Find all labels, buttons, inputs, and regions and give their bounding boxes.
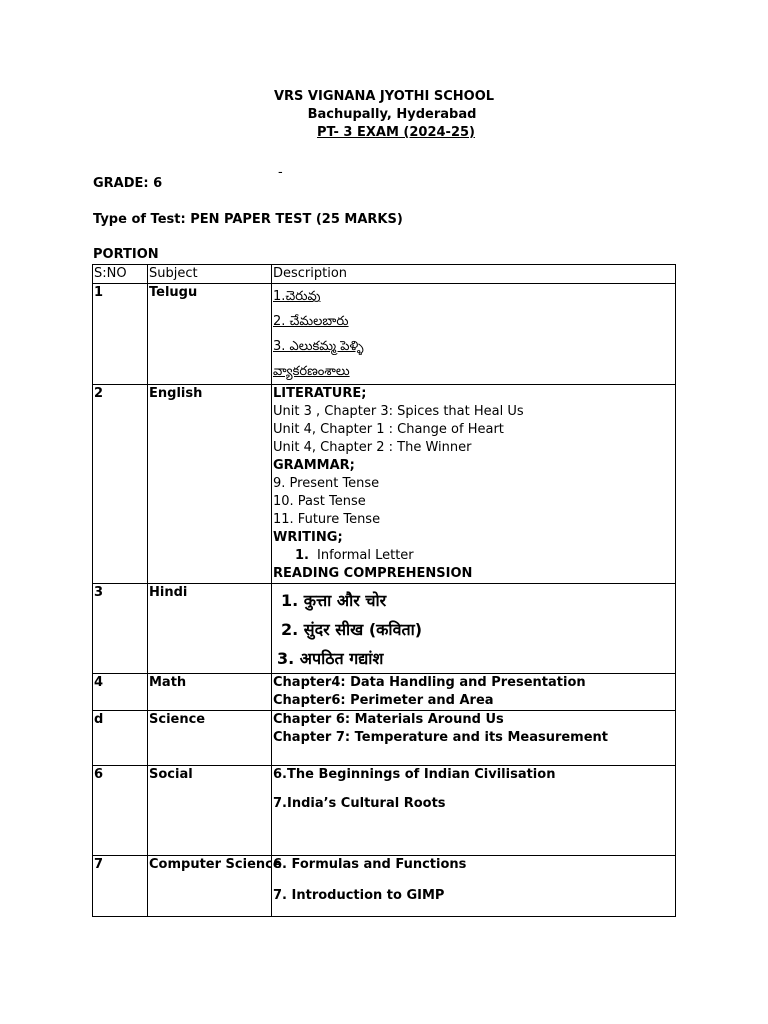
row-subject: Computer Science: [148, 856, 272, 917]
row-subject: Telugu: [148, 284, 272, 385]
row-sno: 7: [93, 856, 148, 917]
row-sno: 4: [93, 674, 148, 711]
table-row: [93, 711, 676, 766]
chapter-line: Unit 4, Chapter 2 : The Winner: [273, 440, 472, 455]
list-item: [273, 547, 674, 565]
stray-dash: -: [278, 165, 283, 180]
chapter-line: Chapter4: Data Handling and Presentation: [273, 675, 586, 690]
header-sno: S:NO: [93, 265, 148, 284]
section-heading: WRITING;: [273, 530, 343, 545]
table-row: [93, 766, 676, 856]
chapter-line: Chapter6: Perimeter and Area: [273, 693, 494, 708]
row-description: [272, 584, 676, 674]
telugu-grammar: వ్యాకరణంశాలు: [273, 364, 350, 379]
school-name: VRS VIGNANA JYOTHI SCHOOL: [273, 89, 495, 104]
chapter-line: Unit 3 , Chapter 3: Spices that Heal Us: [273, 404, 524, 419]
table-row: [93, 856, 676, 917]
row-subject: Science: [148, 711, 272, 766]
chapter-line: 11. Future Tense: [273, 512, 381, 527]
table-row: [93, 385, 676, 584]
chapter-line: 10. Past Tense: [273, 494, 366, 509]
row-sno: 2: [93, 385, 148, 584]
chapter-line: Chapter 6: Materials Around Us: [273, 712, 504, 727]
row-subject: English: [148, 385, 272, 584]
school-location: Bachupally, Hyderabad: [307, 107, 477, 122]
row-description: [272, 856, 676, 917]
section-heading: LITERATURE;: [273, 386, 367, 401]
telugu-lesson-2: 2. చేమలబారు: [273, 314, 349, 329]
exam-title: PT- 3 EXAM (2024-25): [317, 125, 475, 140]
section-heading: READING COMPREHENSION: [273, 566, 473, 581]
table-row: [93, 284, 676, 385]
chapter-line: 7. Introduction to GIMP: [273, 888, 445, 903]
telugu-lesson-3: 3. ఎలుకమ్మ పెళ్ళి: [273, 339, 364, 354]
list-text: Informal Letter: [317, 548, 414, 563]
grade-label: GRADE: 6: [93, 176, 163, 191]
chapter-line: 9. Present Tense: [273, 476, 380, 491]
section-heading: GRAMMAR;: [273, 458, 355, 473]
row-description: [272, 674, 676, 711]
telugu-lesson-1: 1.చెరువు: [273, 289, 321, 304]
chapter-line: 6. Formulas and Functions: [273, 857, 467, 872]
row-sno: d: [93, 711, 148, 766]
row-sno: 3: [93, 584, 148, 674]
row-description: [272, 385, 676, 584]
chapter-line: 7.India’s Cultural Roots: [273, 796, 446, 811]
row-description: [272, 766, 676, 856]
test-type: Type of Test: PEN PAPER TEST (25 MARKS): [93, 212, 403, 227]
header-subject: Subject: [148, 265, 272, 284]
header-description: Description: [272, 265, 676, 284]
chapter-line: 6.The Beginnings of Indian Civilisation: [273, 767, 556, 782]
row-subject: Hindi: [148, 584, 272, 674]
row-sno: 1: [93, 284, 148, 385]
row-sno: 6: [93, 766, 148, 856]
hindi-lesson: 3. अपठित गद्यांश: [277, 649, 384, 668]
portion-table: [92, 264, 676, 917]
table-row: [93, 584, 676, 674]
row-description: [272, 284, 676, 385]
hindi-lesson: 2. सुंदर सीख (कविता): [281, 620, 423, 639]
table-header-row: [93, 265, 676, 284]
chapter-line: Chapter 7: Temperature and its Measurement: [273, 730, 609, 745]
portion-label: PORTION: [93, 247, 159, 262]
list-number: 1.: [295, 548, 309, 563]
row-subject: Math: [148, 674, 272, 711]
chapter-line: Unit 4, Chapter 1 : Change of Heart: [273, 422, 504, 437]
hindi-lesson: 1. कुत्ता और चोर: [281, 591, 387, 610]
row-description: [272, 711, 676, 766]
row-subject: Social: [148, 766, 272, 856]
table-row: [93, 674, 676, 711]
